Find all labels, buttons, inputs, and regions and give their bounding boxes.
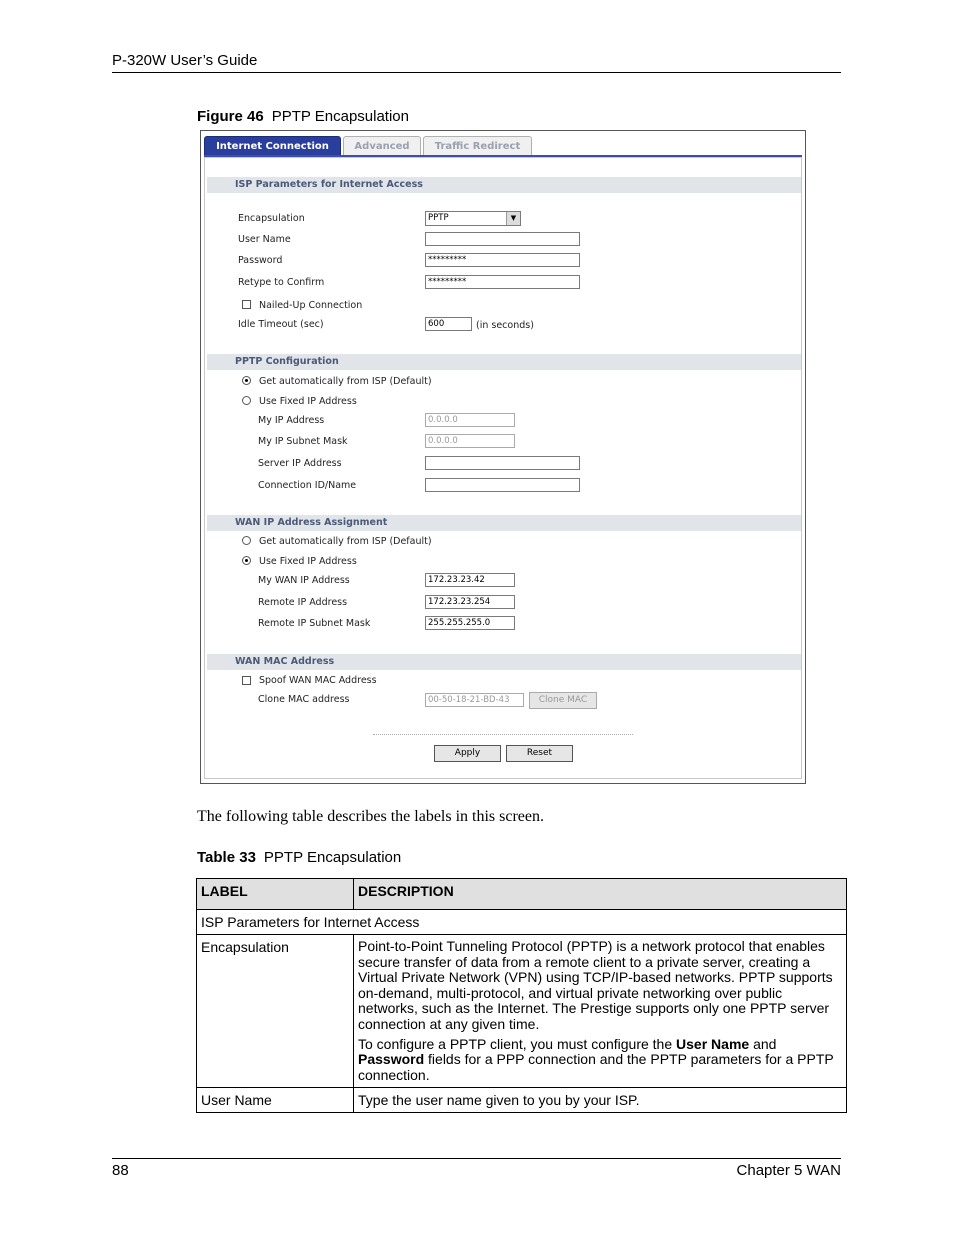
clone-mac-input[interactable]: 00-50-18-21-BD-43 — [425, 693, 524, 707]
dotted-separator — [373, 734, 633, 735]
chevron-down-icon: ▼ — [506, 212, 520, 225]
table-row — [197, 1088, 847, 1113]
spoof-mac-label: Spoof WAN MAC Address — [259, 675, 377, 686]
spoof-mac-checkbox[interactable] — [242, 676, 251, 685]
table-caption — [197, 849, 401, 866]
figure-title: PPTP Encapsulation — [271, 108, 409, 125]
idle-timeout-label: Idle Timeout (sec) — [238, 319, 324, 330]
clone-mac-button[interactable]: Clone MAC — [529, 692, 597, 709]
nailed-up-label: Nailed-Up Connection — [259, 300, 363, 311]
bold-term: User Name — [676, 1035, 750, 1052]
row-description: Type the user name given to you by your ISP. — [354, 1088, 847, 1113]
tab-advanced[interactable]: Advanced — [343, 136, 421, 155]
user-name-label: User Name — [238, 234, 291, 245]
pptp-fixed-radio[interactable] — [242, 396, 251, 405]
row-label: Encapsulation — [197, 935, 354, 1088]
table-row — [197, 935, 847, 1088]
password-label: Password — [238, 255, 283, 266]
text-run: To configure a PPTP client, you must configure the — [358, 1035, 677, 1052]
pptp-fixed-label: Use Fixed IP Address — [259, 396, 357, 407]
header-title: P-320W User’s Guide — [112, 52, 258, 69]
wan-auto-label: Get automatically from ISP (Default) — [259, 536, 432, 547]
table-label: Table 33 — [197, 849, 256, 866]
user-name-input[interactable] — [425, 232, 580, 246]
remote-mask-input[interactable]: 255.255.255.0 — [425, 616, 515, 630]
my-wan-ip-input[interactable]: 172.23.23.42 — [425, 573, 515, 587]
text-run: and — [749, 1035, 777, 1052]
pptp-auto-radio[interactable] — [242, 376, 251, 385]
table-section-row — [197, 910, 847, 935]
tab-traffic-redirect[interactable]: Traffic Redirect — [423, 136, 532, 155]
wan-fixed-radio[interactable] — [242, 556, 251, 565]
header-label: LABEL — [197, 879, 354, 910]
encapsulation-label: Encapsulation — [238, 213, 305, 224]
retype-input[interactable]: ********* — [425, 275, 580, 289]
my-ip-label: My IP Address — [258, 415, 325, 426]
table-header-row — [197, 879, 847, 910]
text-run: fields for a PPP connection and the PPTP parameters for a PPTP connection. — [358, 1051, 834, 1083]
row-description — [354, 935, 847, 1088]
encapsulation-select[interactable] — [425, 211, 521, 226]
encapsulation-value: PPTP — [428, 213, 449, 223]
reset-button[interactable]: Reset — [506, 745, 573, 762]
figure-label: Figure 46 — [197, 108, 264, 125]
table-title: PPTP Encapsulation — [263, 849, 402, 866]
header-rule — [112, 72, 841, 73]
section-row-text: ISP Parameters for Internet Access — [197, 910, 847, 935]
description-paragraph: Point-to-Point Tunneling Protocol (PPTP) is a network protocol that enables secure transfer of data from a remote client to a private server, creating a Virtual Private Network (VPN) using TCP/IP-based networks. PPTP supports on-demand, multi-protocol, and virtual private networking over public networks, such as the Internet. The Prestige supports only one PPTP server connection at any given time. — [358, 938, 833, 1032]
my-wan-ip-label: My WAN IP Address — [258, 575, 350, 586]
pptp-auto-label: Get automatically from ISP (Default) — [259, 376, 432, 387]
section-wan-ip-assignment: WAN IP Address Assignment — [207, 515, 801, 531]
nailed-up-checkbox[interactable] — [242, 300, 251, 309]
footer-page-number: 88 — [112, 1162, 129, 1179]
my-mask-input[interactable]: 0.0.0.0 — [425, 434, 515, 448]
remote-ip-label: Remote IP Address — [258, 597, 348, 608]
my-mask-label: My IP Subnet Mask — [258, 436, 348, 447]
intro-paragraph: The following table describes the labels in this screen. — [197, 808, 545, 825]
connection-id-input[interactable] — [425, 478, 580, 492]
retype-label: Retype to Confirm — [238, 277, 325, 288]
footer-chapter: Chapter 5 WAN — [736, 1162, 841, 1179]
section-wan-mac-address: WAN MAC Address — [207, 654, 801, 670]
header-description: DESCRIPTION — [354, 879, 847, 910]
screenshot-frame — [200, 130, 806, 784]
clone-mac-label: Clone MAC address — [258, 694, 350, 705]
description-paragraph — [358, 1037, 842, 1084]
server-ip-label: Server IP Address — [258, 458, 342, 469]
connection-id-label: Connection ID/Name — [258, 480, 357, 491]
server-ip-input[interactable] — [425, 456, 580, 470]
idle-timeout-unit: (in seconds) — [476, 320, 534, 331]
wan-fixed-label: Use Fixed IP Address — [259, 556, 357, 567]
tab-internet-connection[interactable]: Internet Connection — [204, 136, 341, 155]
section-pptp-configuration: PPTP Configuration — [207, 354, 801, 370]
wan-auto-radio[interactable] — [242, 536, 251, 545]
remote-mask-label: Remote IP Subnet Mask — [258, 618, 371, 629]
section-isp-parameters: ISP Parameters for Internet Access — [207, 177, 801, 193]
password-input[interactable]: ********* — [425, 253, 580, 267]
figure-caption — [197, 108, 409, 125]
idle-timeout-input[interactable]: 600 — [425, 317, 472, 331]
description-table — [196, 878, 847, 1113]
remote-ip-input[interactable]: 172.23.23.254 — [425, 595, 515, 609]
my-ip-input[interactable]: 0.0.0.0 — [425, 413, 515, 427]
footer-rule — [112, 1158, 841, 1159]
row-label: User Name — [197, 1088, 354, 1113]
bold-term: Password — [358, 1051, 425, 1068]
apply-button[interactable]: Apply — [434, 745, 501, 762]
